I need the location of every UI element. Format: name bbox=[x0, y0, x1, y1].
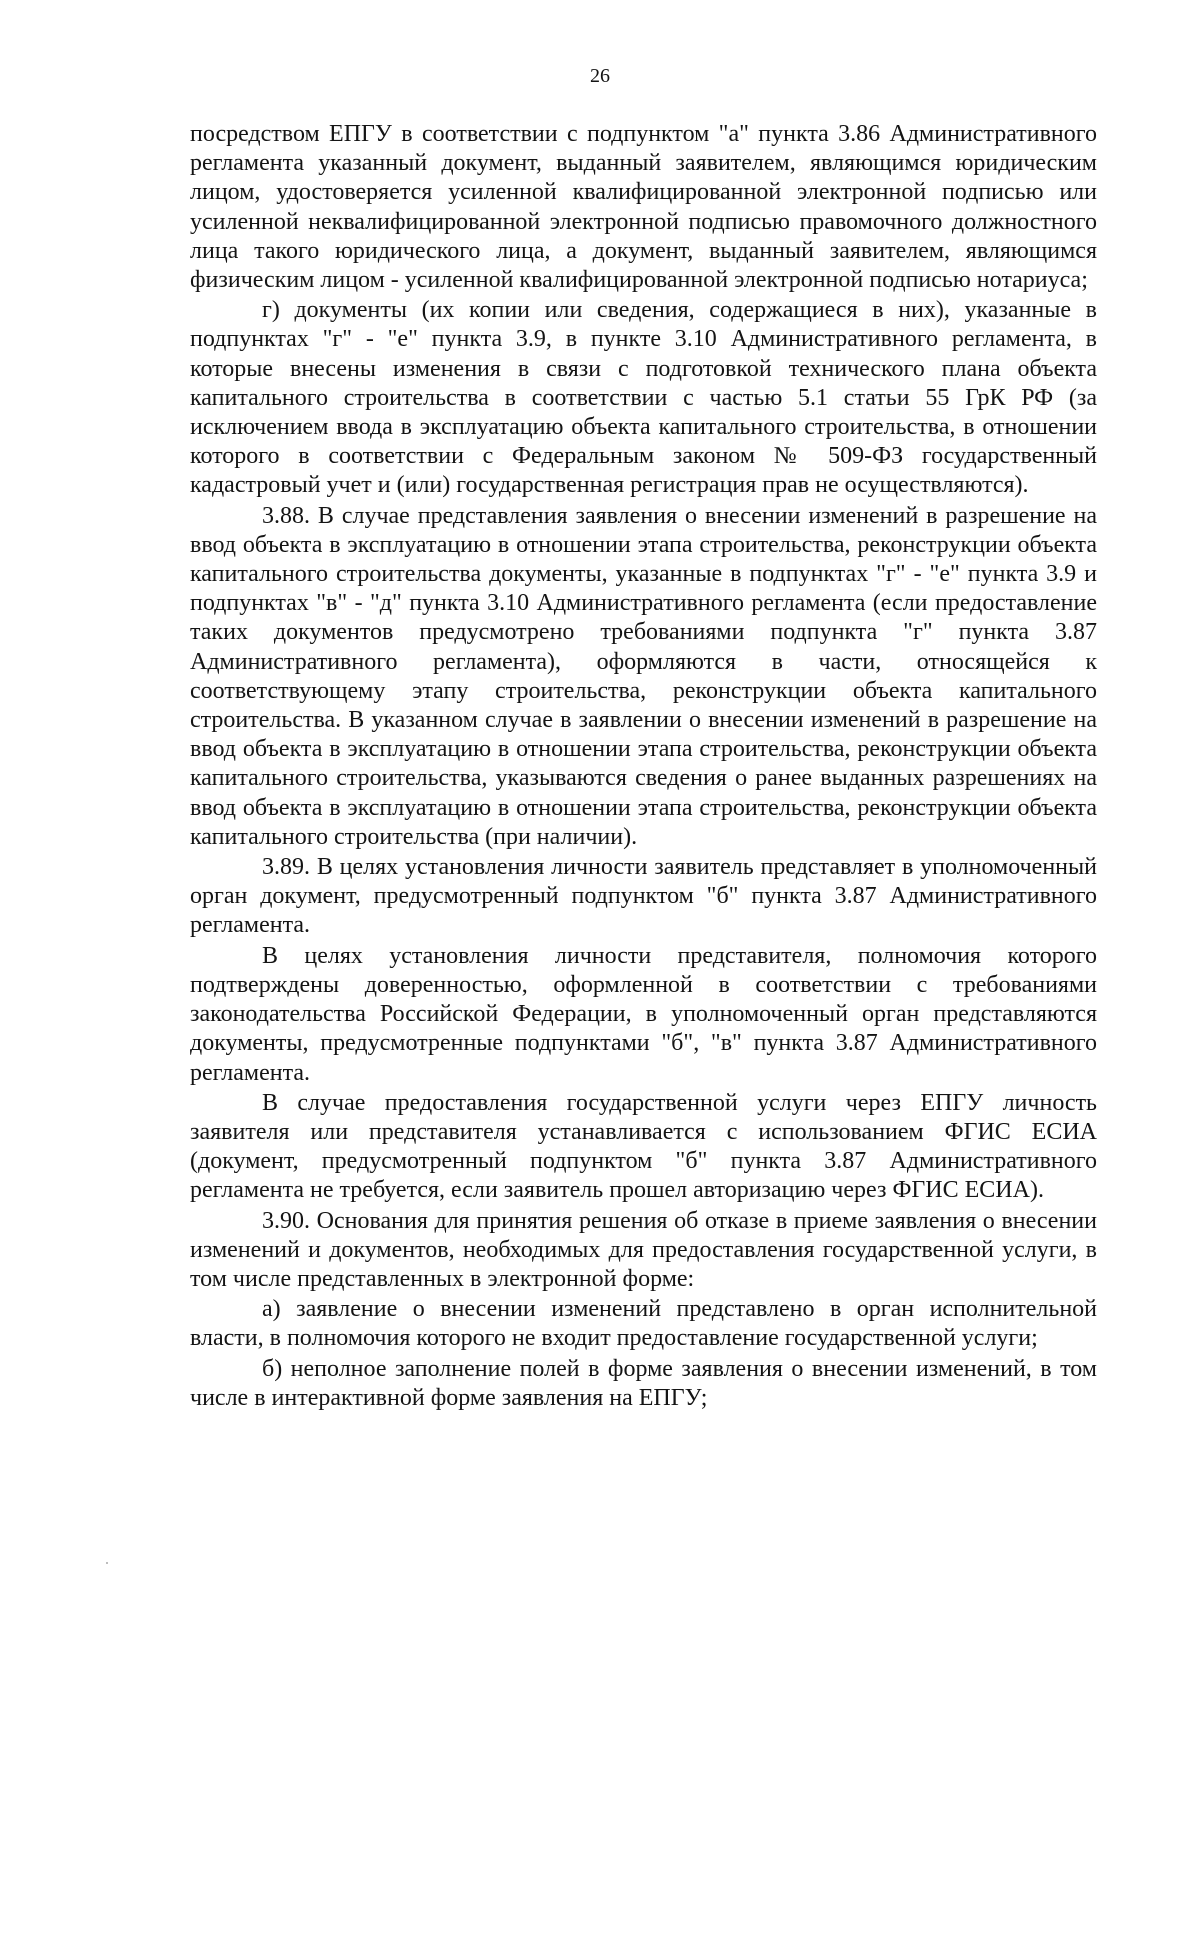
paragraph-epgu-identity: В случае предоставления государственной услуги через ЕПГУ личность заявителя или представителя устанавливается с использованием ФГИС ЕСИА (документ, предусмотренный подпунктом "б" пункта 3.87 Административного регламента не требуется, если заявитель прошел авторизацию через ФГИС ЕСИА). bbox=[190, 1089, 1097, 1204]
paragraph-subitem-b: б) неполное заполнение полей в форме заявления о внесении изменений, в том числе в интерактивной форме заявления на ЕПГУ; bbox=[190, 1355, 1097, 1411]
paragraph-3-90: 3.90. Основания для принятия решения об отказе в приеме заявления о внесении изменений и документов, необходимых для предоставления государственной услуги, в том числе представленных в электронной форме: bbox=[190, 1207, 1097, 1292]
paragraph-subitem-a: а) заявление о внесении изменений представлено в орган исполнительной власти, в полномочия которого не входит предоставление государственной услуги; bbox=[190, 1296, 1097, 1352]
scan-speck bbox=[106, 1562, 108, 1564]
paragraph-3-89: 3.89. В целях установления личности заявитель представляет в уполномоченный орган документ, предусмотренный подпунктом "б" пункта 3.87 Административного регламента. bbox=[190, 854, 1097, 939]
paragraph-3-88: 3.88. В случае представления заявления о внесении изменений в разрешение на ввод объекта в эксплуатацию в отношении этапа строительства, реконструкции объекта капитального строительства документы, указанные в подпунктах "г" - "е" пункта 3.9 и подпунктах "в" - "д" пункта 3.10 Административного регламента (если предоставление таких документов предусмотрено требованиями подпункта "г" пункта 3.87 Административного регламента), оформляются в части, относящейся к соответствующему этапу строительства, реконструкции объекта капитального строительства. В указанном случае в заявлении о внесении изменений в разрешение на ввод объекта в эксплуатацию в отношении этапа строительства, реконструкции объекта капитального строительства, указываются сведения о ранее выданных разрешениях на ввод объекта в эксплуатацию в отношении этапа строительства, реконструкции объекта капитального строительства (при наличии). bbox=[190, 502, 1097, 850]
document-body bbox=[190, 120, 1097, 1414]
paragraph-subitem-g: г) документы (их копии или сведения, содержащиеся в них), указанные в подпунктах "г" - "е" пункта 3.9, в пункте 3.10 Административного регламента, в которые внесены изменения в связи с подготовкой технического плана объекта капитального строительства в соответствии с частью 5.1 статьи 55 ГрК РФ (за исключением ввода в эксплуатацию объекта капитального строительства, в отношении которого в соответствии с Федеральным законом № 509-ФЗ государственный кадастровый учет и (или) государственная регистрация прав не осуществляются). bbox=[190, 297, 1097, 499]
page-number: 26 bbox=[590, 65, 610, 87]
paragraph-continuation: посредством ЕПГУ в соответствии с подпунктом "а" пункта 3.86 Административного регламента указанный документ, выданный заявителем, являющимся юридическим лицом, удостоверяется усиленной квалифицированной электронной подписью или усиленной неквалифицированной электронной подписью правомочного должностного лица такого юридического лица, а документ, выданный заявителем, являющимся физическим лицом - усиленной квалифицированной электронной подписью нотариуса; bbox=[190, 121, 1097, 294]
paragraph-representative-identity: В целях установления личности представителя, полномочия которого подтверждены доверенностью, оформленной в соответствии с требованиями законодательства Российской Федерации, в уполномоченный орган представляются документы, предусмотренные подпунктами "б", "в" пункта 3.87 Административного регламента. bbox=[190, 942, 1097, 1086]
